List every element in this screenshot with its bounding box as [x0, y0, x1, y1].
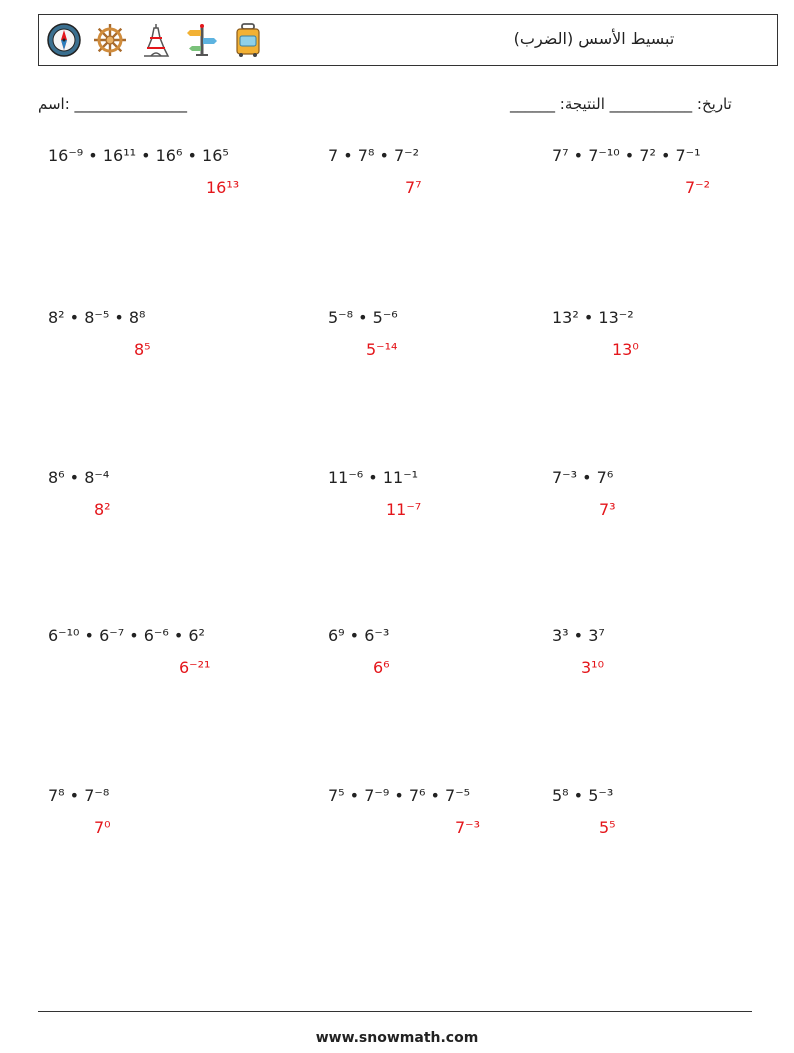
- problem-item: [552, 468, 616, 519]
- problem-answer: 3¹⁰: [581, 658, 605, 677]
- problem-answer: 8²: [94, 500, 111, 519]
- signpost-icon: [183, 21, 221, 59]
- footer-url: www.snowmath.com: [315, 1030, 479, 1046]
- problem-item: [48, 626, 211, 677]
- problem-answer: 7⁻²: [685, 178, 711, 197]
- problem-item: [328, 468, 422, 519]
- problem-answer: 8⁵: [134, 340, 151, 359]
- problem-item: [328, 786, 481, 837]
- problem-answer: 6⁶: [373, 658, 390, 677]
- problem-expression: 7⁵ • 7⁻⁹ • 7⁶ • 7⁻⁵: [328, 786, 471, 805]
- name-field-line: اسم: _______________: [38, 95, 188, 113]
- footer-divider: [38, 1011, 752, 1012]
- problem-expression: 7⁻³ • 7⁶: [552, 468, 614, 487]
- problem-item: [48, 468, 111, 519]
- problem-item: [552, 146, 711, 197]
- problem-answer: 7⁰: [94, 818, 111, 837]
- problem-item: [48, 308, 151, 359]
- worksheet-title: (تبسيط الأسس (الضرب: [513, 29, 675, 48]
- problem-item: [328, 626, 390, 677]
- suitcase-icon: [229, 21, 267, 59]
- problem-item: [48, 146, 240, 197]
- problem-expression: 7 • 7⁸ • 7⁻²: [328, 146, 420, 165]
- ship-wheel-icon: [91, 21, 129, 59]
- problem-item: [552, 626, 605, 677]
- problem-answer: 6⁻²¹: [179, 658, 211, 677]
- problem-answer: 7³: [599, 500, 616, 519]
- problem-answer: 5⁻¹⁴: [366, 340, 398, 359]
- compass-icon: [45, 21, 83, 59]
- eiffel-tower-icon: [137, 21, 175, 59]
- problem-expression: 16⁻⁹ • 16¹¹ • 16⁶ • 16⁵: [48, 146, 229, 165]
- problem-expression: 6⁻¹⁰ • 6⁻⁷ • 6⁻⁶ • 6²: [48, 626, 205, 645]
- worksheet-header: [38, 14, 778, 66]
- problem-answer: 13⁰: [612, 340, 639, 359]
- problem-expression: 11⁻⁶ • 11⁻¹: [328, 468, 419, 487]
- problem-answer: 5⁵: [599, 818, 616, 837]
- problem-answer: 11⁻⁷: [386, 500, 422, 519]
- problem-expression: 7⁸ • 7⁻⁸: [48, 786, 110, 805]
- problem-item: [328, 146, 422, 197]
- problem-item: [552, 786, 616, 837]
- problem-answer: 7⁷: [405, 178, 422, 197]
- problem-expression: 13² • 13⁻²: [552, 308, 634, 327]
- problem-answer: 16¹³: [206, 178, 240, 197]
- header-icons: [45, 21, 267, 59]
- problem-item: [328, 308, 398, 359]
- problem-expression: 3³ • 3⁷: [552, 626, 605, 645]
- problem-item: [552, 308, 639, 359]
- problem-answer: 7⁻³: [455, 818, 481, 837]
- problem-expression: 5⁻⁸ • 5⁻⁶: [328, 308, 398, 327]
- problem-item: [48, 786, 111, 837]
- problem-expression: 8⁶ • 8⁻⁴: [48, 468, 110, 487]
- problem-expression: 7⁷ • 7⁻¹⁰ • 7² • 7⁻¹: [552, 146, 701, 165]
- problem-expression: 6⁹ • 6⁻³: [328, 626, 390, 645]
- problem-expression: 8² • 8⁻⁵ • 8⁸: [48, 308, 146, 327]
- problem-expression: 5⁸ • 5⁻³: [552, 786, 614, 805]
- date-result-line: ______ :تاريخ: ___________ النتيجة: [510, 95, 732, 113]
